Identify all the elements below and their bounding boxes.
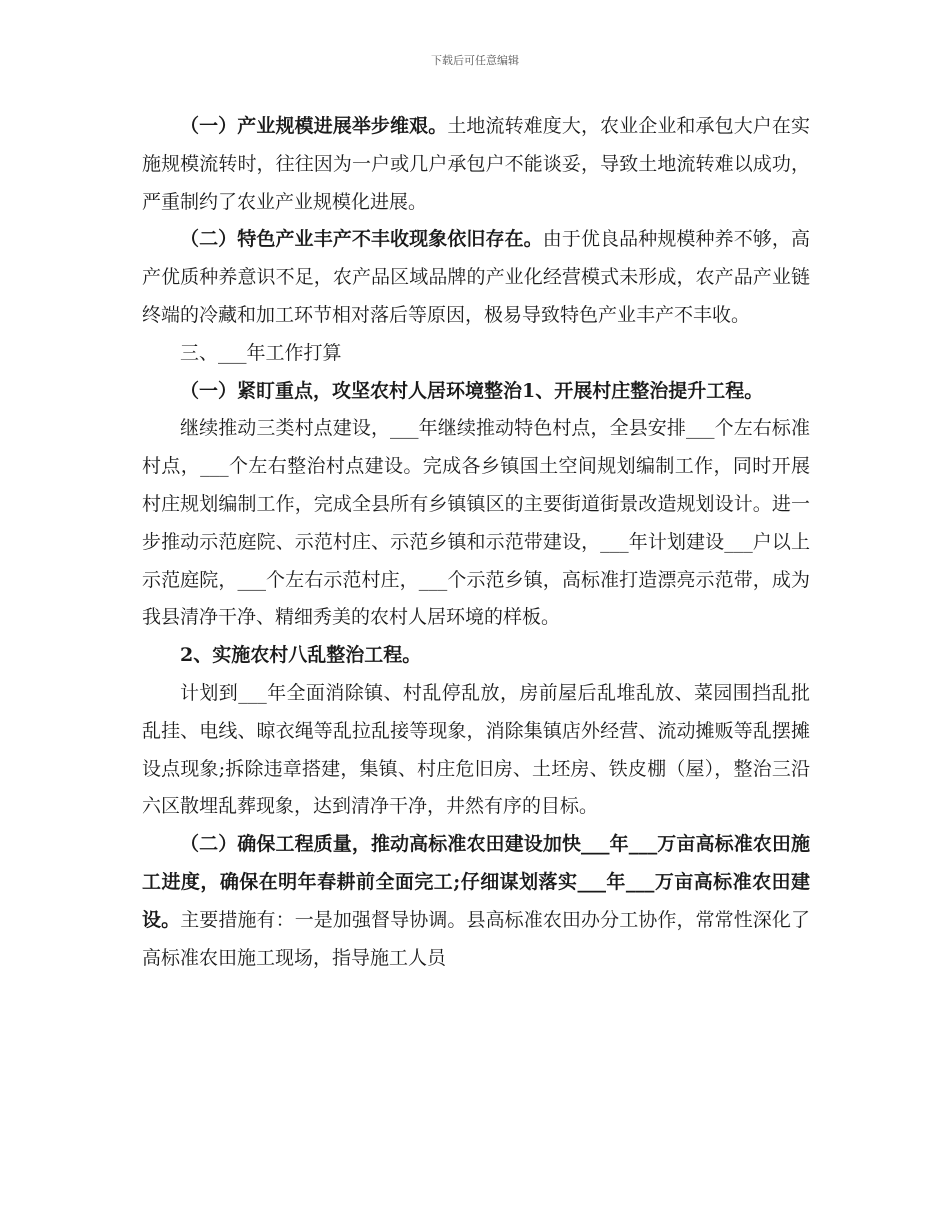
paragraph-heading: 2、实施农村八乱整治工程。 — [180, 644, 422, 667]
paragraph-industry-scale — [142, 108, 810, 221]
paragraph-special-industry — [142, 221, 810, 334]
page-header: 下载后可任意编辑 — [431, 54, 519, 67]
paragraph-focus-heading — [142, 373, 810, 411]
paragraph-rectification-plan: 计划到___年全面消除镇、村乱停乱放，房前屋后乱堆乱放、菜园围挡乱批乱挂、电线、晾衣绳等乱拉乱接等现象，消除集镇店外经营、流动摊贩等乱摆摊设点现象;拆除违章搭建，集镇、村庄危旧房、土坯房、铁皮棚（屋），整治三沿六区散埋乱葬现象，达到清净干净，井然有序的目标。 — [142, 681, 810, 818]
section-heading-work-plan: 三、___年工作打算 — [180, 341, 342, 364]
paragraph-text: 土地流转难度大，农业企业和承包大户在实施规模流转时，往往因为一户或几户承包户不能谈妥，导致土地流转难以成功，严重制约了农业产业规模化进展。 — [142, 115, 810, 213]
paragraph-rectification-heading — [142, 637, 810, 675]
paragraph-heading: （二）确保工程质量，推动高标准农田建设加快___年___万亩高标准农田施工进度，确保在明年春耕前全面完工;仔细谋划落实___年___万亩高标准农田建设。 — [142, 833, 810, 931]
paragraph-heading: （一）紧盯重点，攻坚农村人居环境整治1、开展村庄整治提升工程。 — [180, 379, 764, 402]
document-body — [142, 108, 810, 977]
paragraph-farmland-construction — [142, 826, 810, 977]
paragraph-text: 由于优良品种规模种养不够，高产优质种养意识不足，农产品区域品牌的产业化经营模式未形成，农产品产业链终端的冷藏和加工环节相对落后等原因，极易导致特色产业丰产不丰收。 — [142, 228, 810, 326]
paragraph-heading: （一）产业规模进展举步维艰。 — [180, 115, 448, 137]
paragraph-heading: （二）特色产业丰产不丰收现象依旧存在。 — [180, 228, 543, 251]
paragraph-village-construction: 继续推动三类村点建设，___年继续推动特色村点，全县安排___个左右标准村点，___个左右整治村点建设。完成各乡镇国土空间规划编制工作，同时开展村庄规划编制工作，完成全县所有乡镇镇区的主要街道街景改造规划设计。进一步推动示范庭院、示范村庄、示范乡镇和示范带建设，___年计划建设___户以上示范庭院，___个左右示范村庄，___个示范乡镇，高标准打造漂亮示范带，成为我县清净干净、精细秀美的农村人居环境的样板。 — [142, 417, 810, 629]
paragraph-text: 主要措施有：一是加强督导协调。县高标准农田办分工协作，常常性深化了高标准农田施工现场，指导施工人员 — [142, 908, 810, 969]
